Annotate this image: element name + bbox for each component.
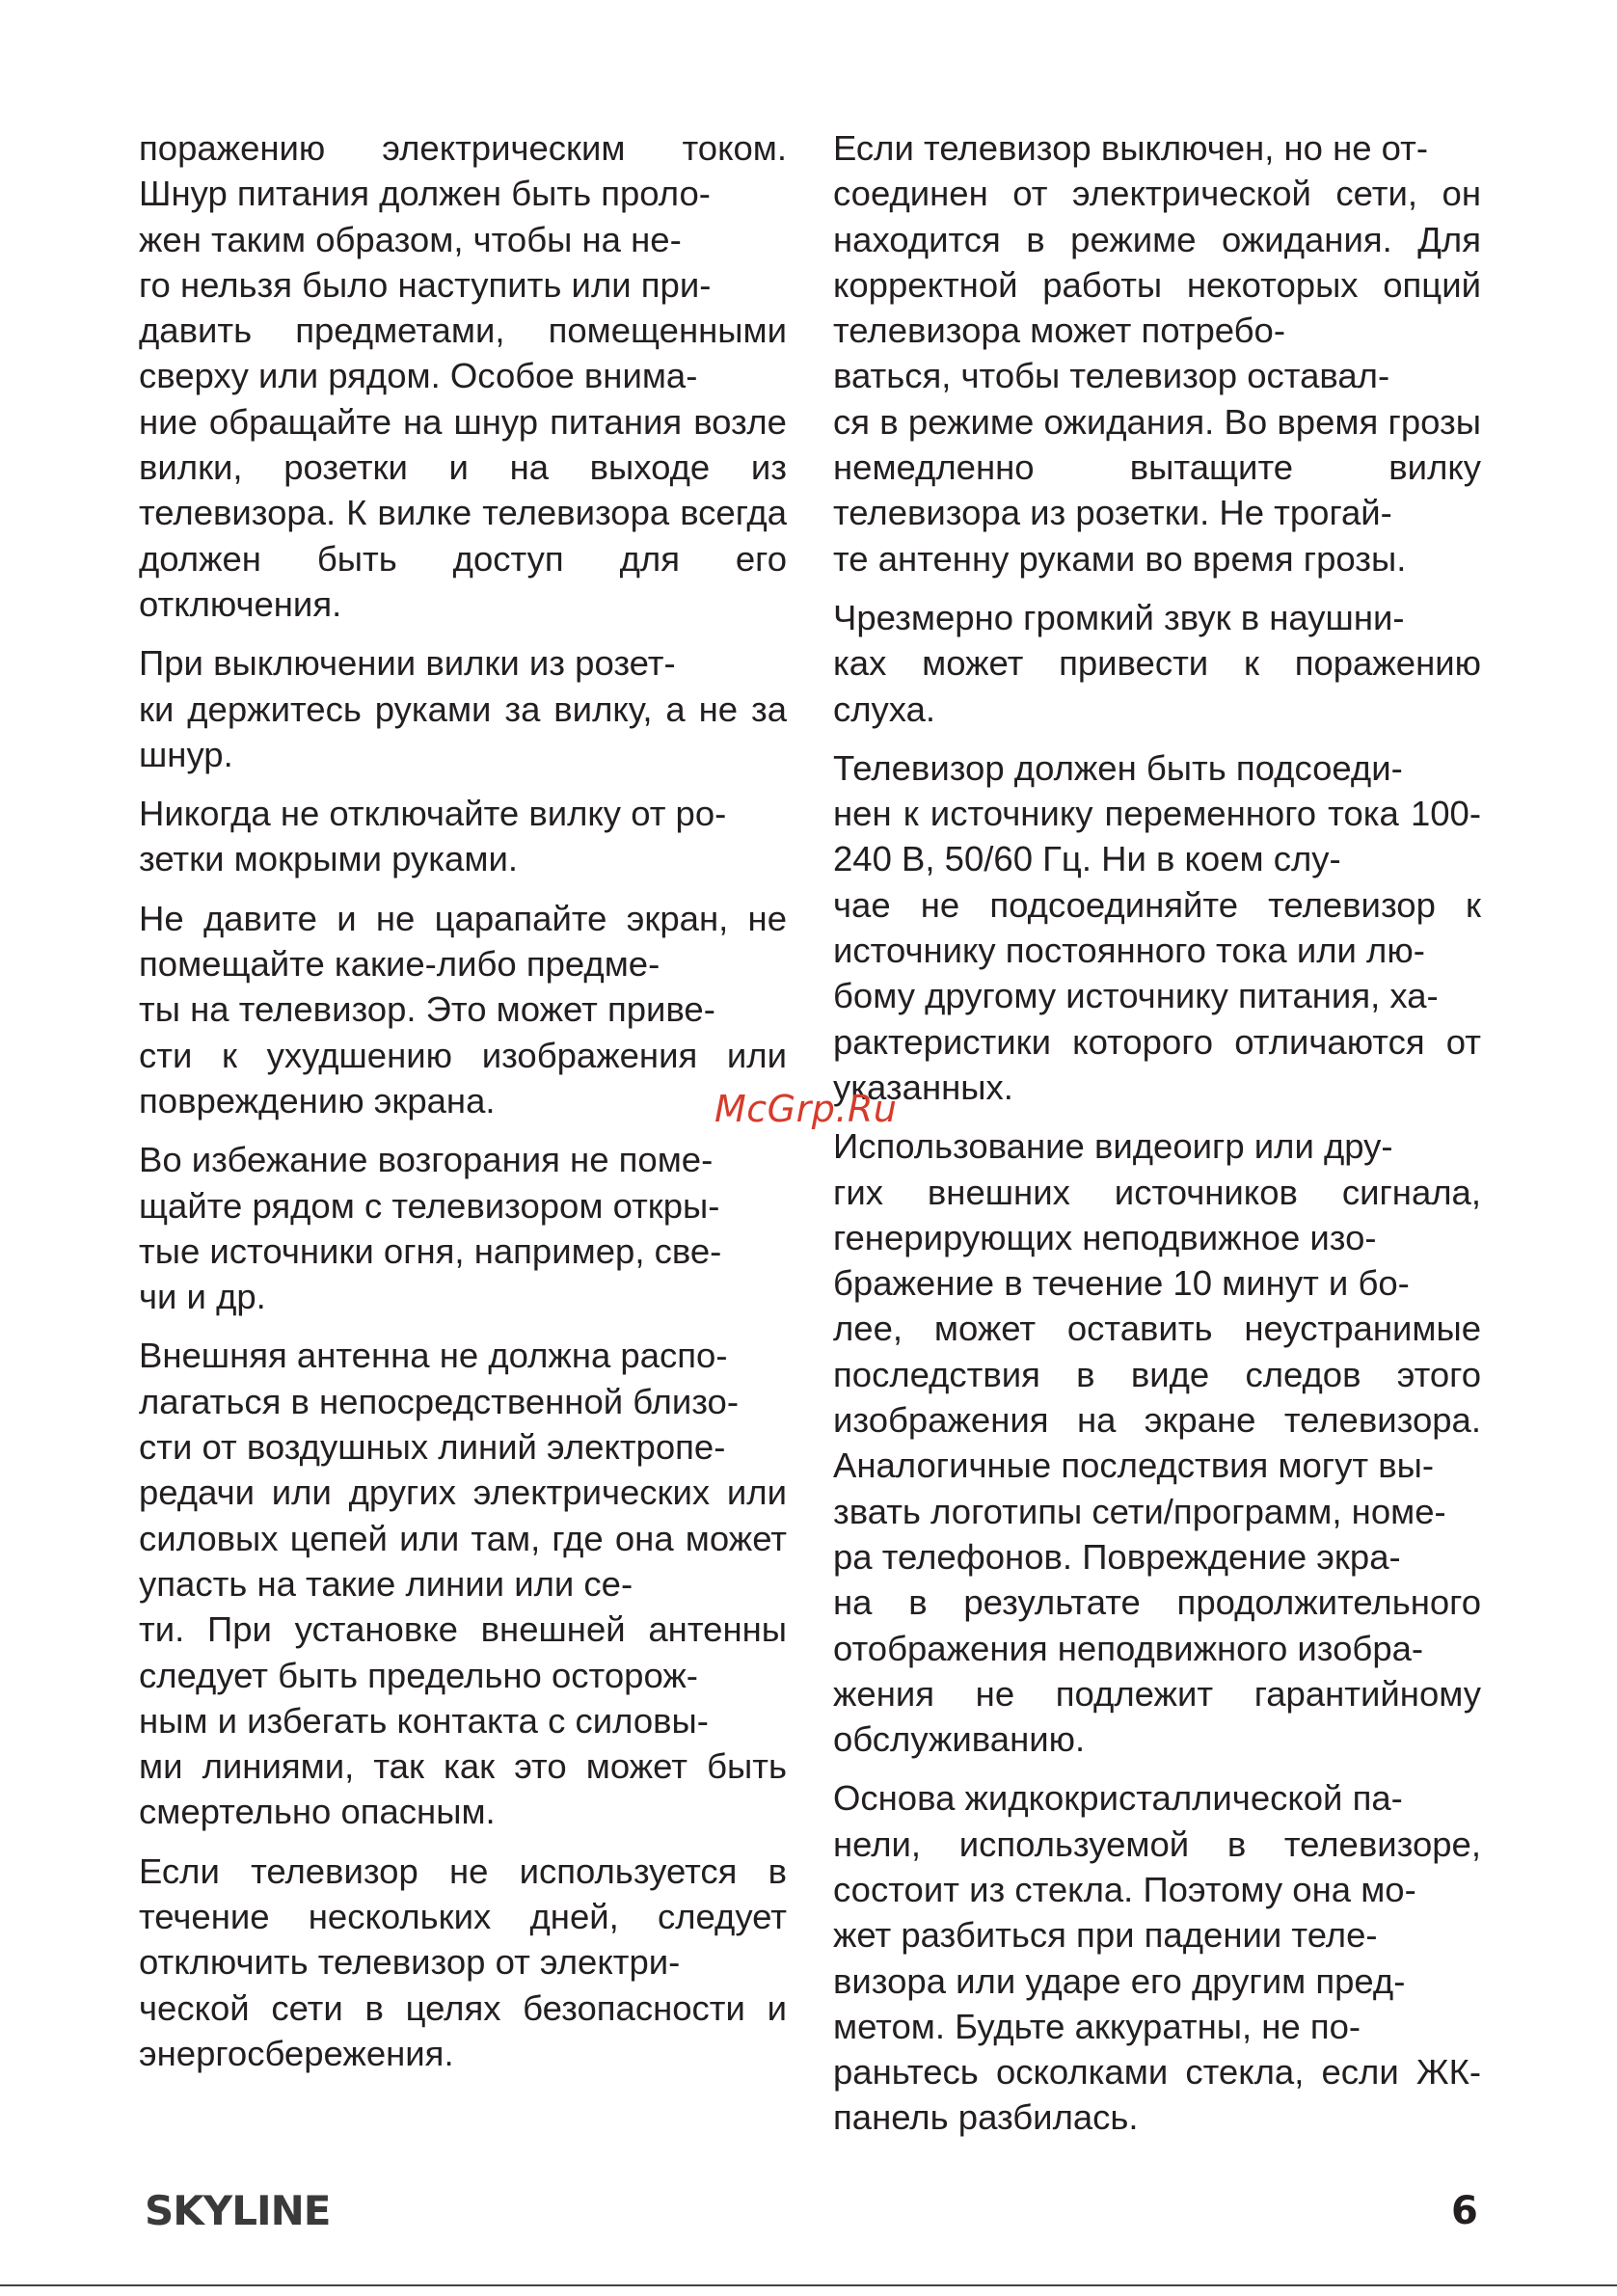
paragraph: Использование видеоигр или дру- гих внешних источников сигнала, генерирующих неподвижное изо- бражение в течение 10 минут и бо- лее, может оставить неустранимые последствия в виде следов этого изображения на экране телевизора. Аналогичные последствия могут вы- звать логотипы сети/программ, номе- ра телефонов. Повреждение экра- на в результате продолжительного отображения неподвижного изобра- жения не подлежит гарантийному обслуживанию. — [833, 1126, 1481, 1760]
watermark: McGrp.Ru — [714, 1088, 898, 1130]
paragraph: поражению электрическим током. Шнур питания должен быть проло- жен таким образом, чтобы на не- го нельзя было наступить или при- давить предметами, помещенными сверху или рядом. Особое внима- ние обращайте на шнур питания возле вилки, розетки и на выходе из телевизора. К вилке телевизора всегда должен быть доступ для его отключения. — [139, 128, 787, 624]
paragraph: Если телевизор выключен, но не от- соединен от электрической сети, он находится в режиме ожидания. Для корректной работы некоторых опций телевизора может потребо- ваться, чтобы телевизор оставал- ся в режиме ожидания. Во время грозы немедленно вытащите вилку телевизора из розетки. Не трогай- те антенну руками во время грозы. — [833, 128, 1481, 579]
page-footer — [0, 2187, 1617, 2255]
paragraph: Чрезмерно громкий звук в наушни- ках может привести к поражению слуха. — [833, 597, 1481, 729]
paragraph: При выключении вилки из розет- ки держитесь руками за вилку, а не за шнур. — [139, 643, 787, 774]
left-column — [139, 125, 787, 2090]
paragraph: Телевизор должен быть подсоеди- нен к источнику переменного тока 100-240 В, 50/60 Гц. Ни в коем слу- чае не подсоединяйте телевизор к источнику постоянного тока или лю- бому другому источнику питания, ха- рактеристики которого отличаются от указанных. — [833, 747, 1481, 1107]
paragraph: Никогда не отключайте вилку от ро- зетки мокрыми руками. — [139, 794, 727, 879]
right-column — [833, 125, 1481, 2154]
page-number: 6 — [1451, 2189, 1478, 2233]
paragraph: Внешняя антенна не должна распо- лагаться в непосредственной близо- сти от воздушных линий электропе- редачи или других электрических или силовых цепей или там, где она может упасть на такие линии или се- ти. При установке внешней антенны следует быть предельно осторож- ным и избегать контакта с силовы- ми линиями, так как это может быть смертельно опасным. — [139, 1336, 787, 1832]
paragraph: Не давите и не царапайте экран, не помещайте какие-либо предме- ты на телевизор. Это может приве- сти к ухудшению изображения или повреждению экрана. — [139, 898, 787, 1121]
bottom-divider — [0, 2284, 1617, 2286]
paragraph: Во избежание возгорания не поме- щайте рядом с телевизором откры- тые источники огня, например, све- чи и др. — [139, 1140, 722, 1317]
paragraph: Если телевизор не используется в течение нескольких дней, следует отключить телевизор от электри- ческой сети в целях безопасности и энергосбережения. — [139, 1850, 787, 2073]
paragraph: Основа жидкокристаллической па- нели, используемой в телевизоре, состоит из стекла. Поэтому она мо- жет разбиться при падении теле- визора или ударе его другим пред- метом. Будьте аккуратны, не по- раньтесь осколками стекла, если ЖК-панель разбилась. — [833, 1778, 1481, 2138]
brand-logo: SKYLINE — [145, 2187, 331, 2234]
